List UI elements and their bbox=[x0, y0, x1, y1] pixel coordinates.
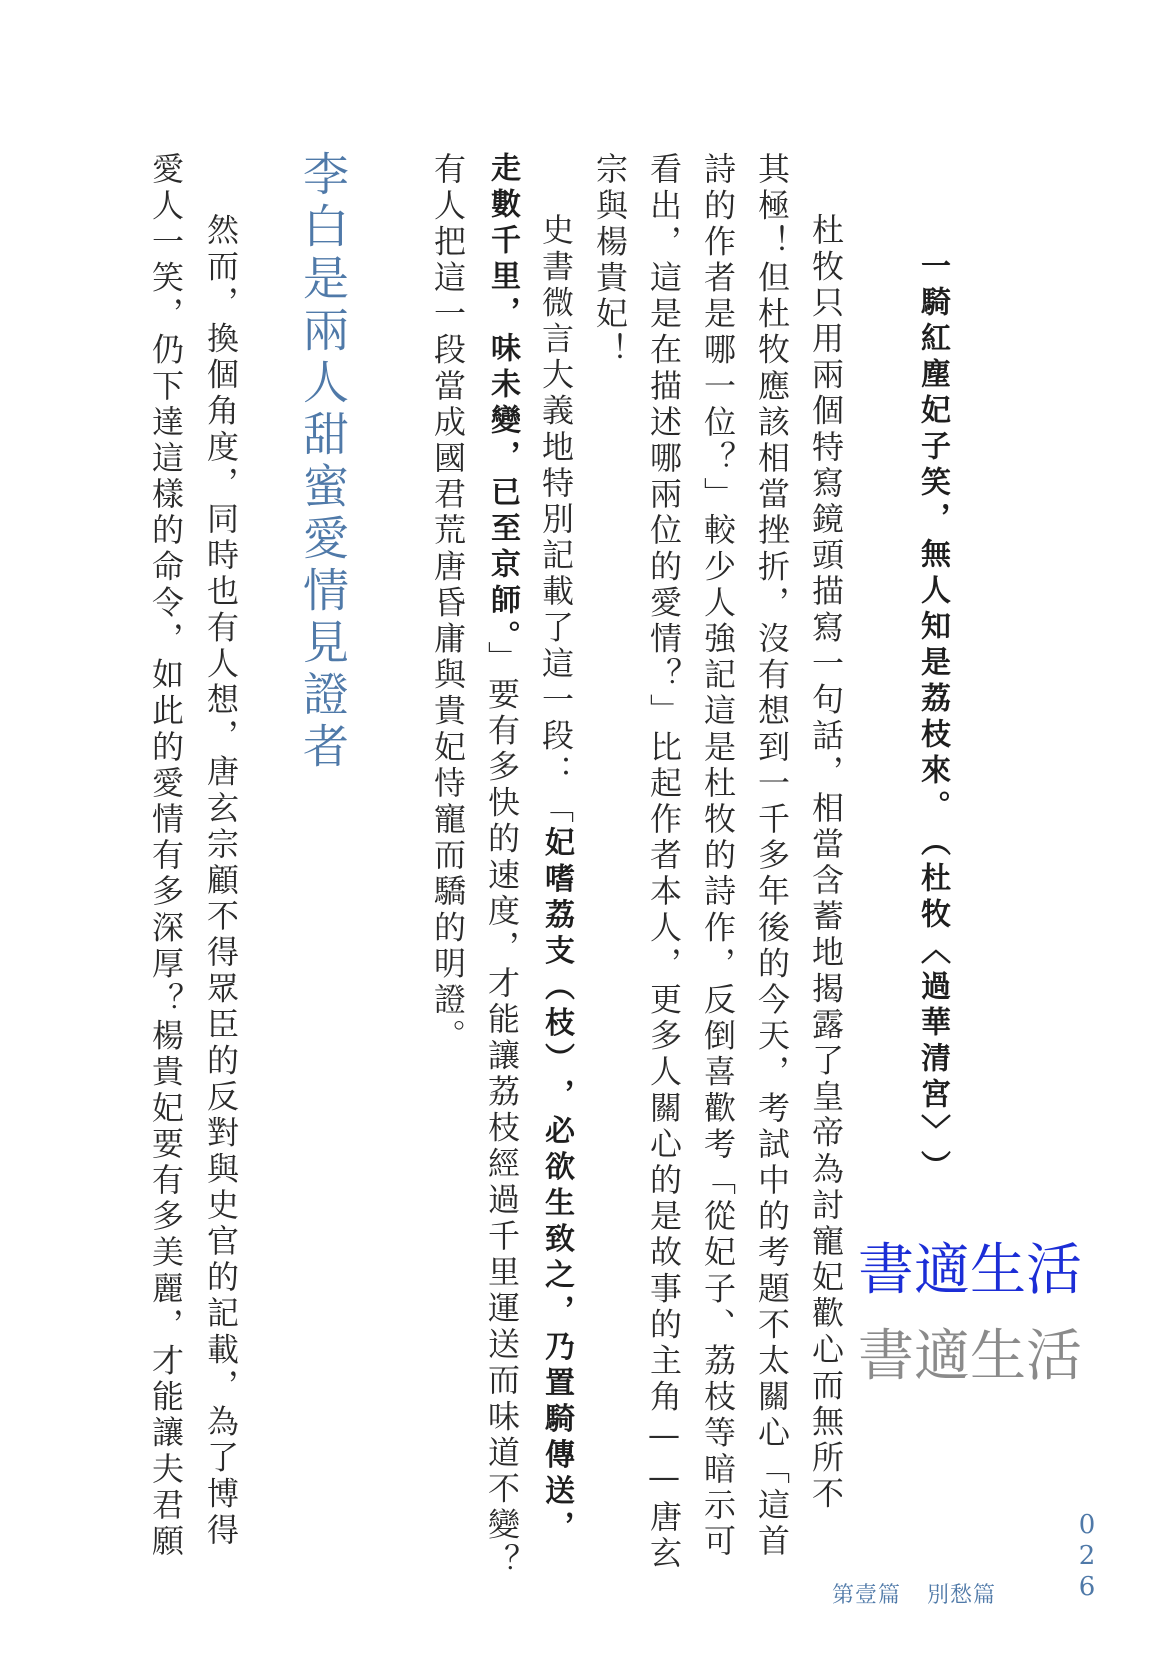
history-quote-part-2: 走數千里，味未變，已至京師。 bbox=[485, 152, 520, 641]
paragraph-2-after-quote: 」要有多快的速度，才能讓荔枝經過千里運送而味道不變？ bbox=[483, 641, 521, 1580]
footer-section-label: 別愁篇 bbox=[927, 1583, 997, 1608]
paragraph-1-line-5: 宗與楊貴妃！ bbox=[591, 152, 629, 369]
watermark-gray: 書適生活 bbox=[858, 1324, 1082, 1389]
watermark-blue: 書適生活 bbox=[858, 1238, 1082, 1303]
paragraph-3-line-2: 愛人一笑，仍下達這樣的命令，如此的愛情有多深厚？楊貴妃要有多美麗，才能讓夫君願 bbox=[147, 152, 185, 1560]
paragraph-3-line-1: 然而，換個角度，同時也有人想，唐玄宗顧不得眾臣的反對與史官的記載，為了博得 bbox=[202, 213, 240, 1549]
history-quote-part-1: 妃嗜荔支︵枝︶，必欲生致之，乃置騎傳送， bbox=[539, 826, 574, 1547]
page-footer bbox=[832, 1578, 996, 1609]
paragraph-2-line-1 bbox=[537, 213, 575, 1547]
paragraph-2-lead: 史書微言大義地特別記載了這一段：「 bbox=[537, 213, 575, 827]
paragraph-2-line-3: 有人把這一段當成國君荒唐昏庸與貴妃恃寵而驕的明證。 bbox=[429, 152, 467, 1055]
footer-part-label: 第壹篇 bbox=[832, 1583, 902, 1608]
paragraph-1-line-4: 看出，這是在描述哪兩位的愛情？」比起作者本人，更多人關心的是故事的主角——唐玄 bbox=[645, 152, 683, 1572]
paragraph-1-line-3: 詩的作者是哪一位？」較少人強記這是杜牧的詩作，反倒喜歡考「從妃子、荔枝等暗示可 bbox=[699, 152, 737, 1560]
paragraph-1-line-2: 其極！但杜牧應該相當挫折，沒有想到一千多年後的今天，考試中的考題不太關心「這首 bbox=[753, 152, 791, 1560]
poem-quote-line: 一騎紅塵妃子笑，無人知是荔枝來。︵杜牧︿過華清宮﹀︶ bbox=[915, 250, 950, 1186]
paragraph-1-line-1: 杜牧只用兩個特寫鏡頭描寫一句話，相當含蓄地揭露了皇帝為討寵妃歡心而無所不 bbox=[807, 213, 845, 1513]
section-heading: 李白是兩人甜蜜愛情見證者 bbox=[296, 150, 350, 774]
page-number: 026 bbox=[1072, 1510, 1102, 1603]
paragraph-2-line-2 bbox=[483, 152, 521, 1580]
